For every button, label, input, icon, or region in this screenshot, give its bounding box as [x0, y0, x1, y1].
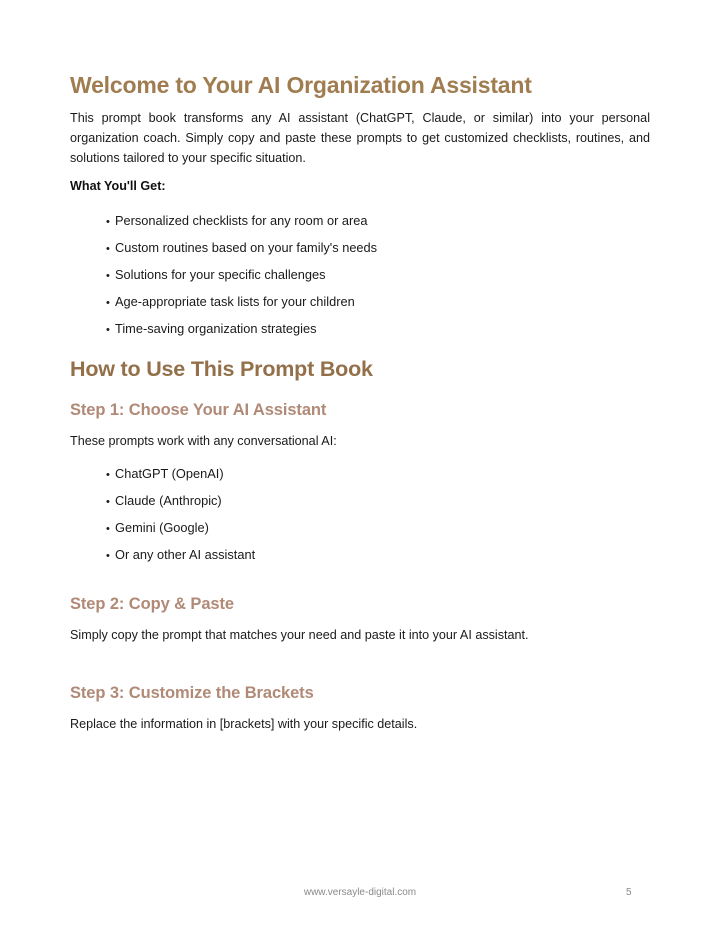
ai-assistant-list [106, 461, 646, 569]
bullet-icon: • [106, 469, 110, 481]
list-item [106, 542, 646, 569]
list-item [106, 316, 646, 343]
bullet-icon: • [106, 523, 110, 535]
bullet-icon: • [106, 216, 110, 228]
step-1-heading: Step 1: Choose Your AI Assistant [70, 401, 327, 419]
list-item [106, 289, 646, 316]
bullet-icon: • [106, 243, 110, 255]
page-footer [0, 887, 720, 907]
intro-paragraph: This prompt book transforms any AI assistant (ChatGPT, Claude, or similar) into your personal organization coach. Simply copy and paste these prompts to get customized checklists, routines, and solutions tailored to your specific situation. [70, 111, 650, 165]
list-item-label: Solutions for your specific challenges [115, 267, 326, 282]
list-item [106, 488, 646, 515]
list-item [106, 461, 646, 488]
bullet-icon: • [106, 297, 110, 309]
section-heading-how-to-use: How to Use This Prompt Book [70, 357, 373, 381]
footer-page-number: 5 [626, 887, 632, 898]
bullet-icon: • [106, 550, 110, 562]
list-item-label: ChatGPT (OpenAI) [115, 466, 224, 481]
bullet-icon: • [106, 496, 110, 508]
footer-site-url: www.versayle-digital.com [303, 887, 417, 898]
list-item [106, 515, 646, 542]
bullet-icon: • [106, 324, 110, 336]
bullet-icon: • [106, 270, 110, 282]
step-1-body: These prompts work with any conversational AI: [70, 434, 337, 448]
list-item-label: Age-appropriate task lists for your children [115, 294, 355, 309]
list-item-label: Gemini (Google) [115, 520, 209, 535]
what-youll-get-list [106, 208, 646, 343]
list-item-label: Or any other AI assistant [115, 547, 256, 562]
list-item [106, 208, 646, 235]
step-3-body: Replace the information in [brackets] with your specific details. [70, 717, 418, 731]
what-youll-get-label: What You'll Get: [70, 179, 166, 193]
step-2-body: Simply copy the prompt that matches your need and paste it into your AI assistant. [70, 628, 529, 642]
list-item [106, 235, 646, 262]
list-item-label: Custom routines based on your family's needs [115, 240, 378, 255]
step-2-heading: Step 2: Copy & Paste [70, 595, 234, 613]
list-item [106, 262, 646, 289]
list-item-label: Claude (Anthropic) [115, 493, 222, 508]
list-item-label: Time-saving organization strategies [115, 321, 317, 336]
page-title: Welcome to Your AI Organization Assistant [70, 72, 532, 98]
step-3-heading: Step 3: Customize the Brackets [70, 684, 314, 702]
list-item-label: Personalized checklists for any room or area [115, 213, 368, 228]
